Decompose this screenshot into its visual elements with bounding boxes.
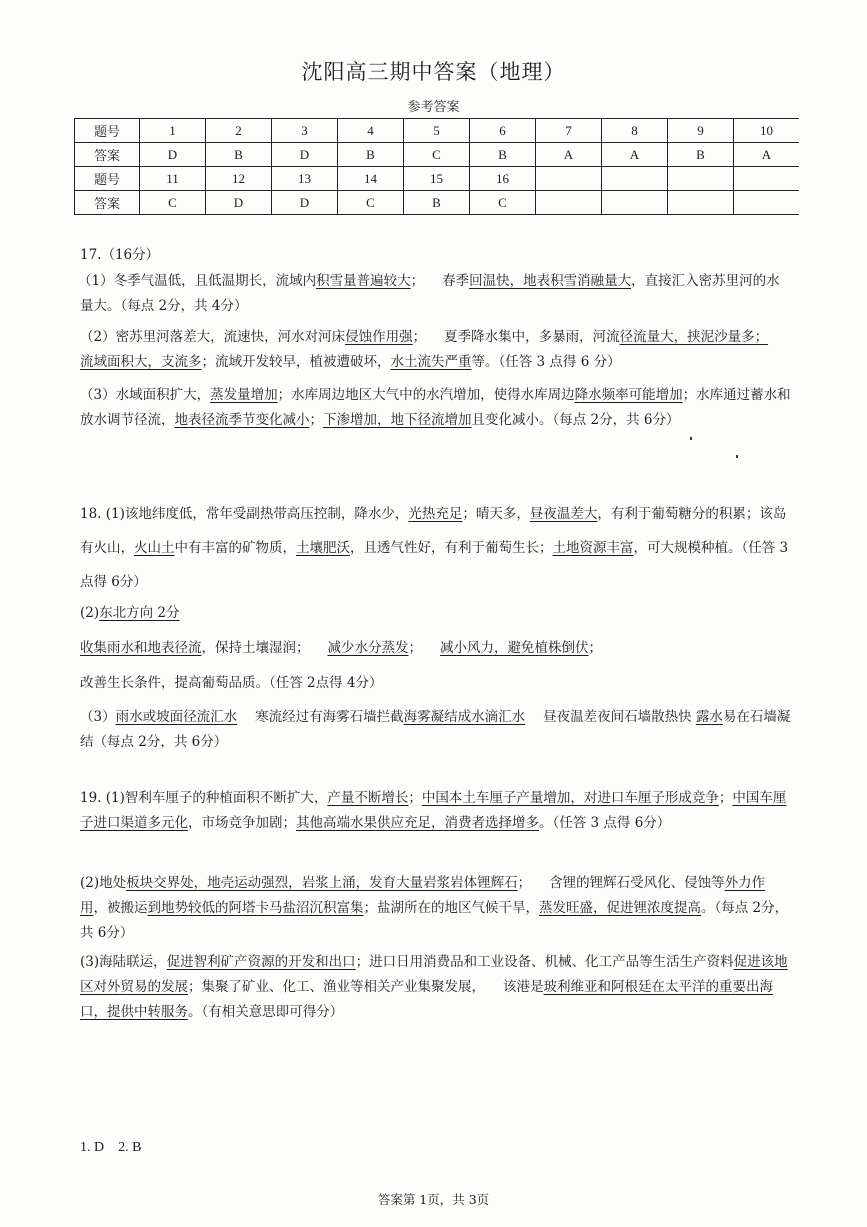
- table-cell: 4: [338, 119, 404, 143]
- table-cell: 3: [272, 119, 338, 143]
- table-cell: [734, 167, 800, 191]
- table-cell: B: [206, 143, 272, 167]
- answer-table: [74, 118, 799, 215]
- table-cell: A: [602, 143, 668, 167]
- table-cell: [536, 191, 602, 215]
- table-cell: 5: [404, 119, 470, 143]
- row-label: 答案: [75, 143, 140, 167]
- q19-part2: (2)地处板块交界处，地壳运动强烈，岩浆上涌，发育大量岩浆岩体锂辉石； 含锂的锂辉石受风化、侵蚀等外力作用，被搬运到地势较低的阿塔卡马盐沼沉积富集；盐湖所在的地区气候干旱，蒸发旺盛，促进锂浓度提高。（每点 2分，共 6分）: [80, 875, 789, 941]
- table-cell: 2: [206, 119, 272, 143]
- table-row: [75, 119, 800, 143]
- table-cell: 16: [470, 167, 536, 191]
- table-cell: D: [272, 191, 338, 215]
- bottom-answers: 1. D 2. B: [80, 1140, 142, 1155]
- table-cell: [668, 167, 734, 191]
- table-cell: B: [470, 143, 536, 167]
- q18-part3: （3）雨水或坡面径流汇水 寒流经过有海雾石墙拦截海雾凝结成水滴汇水 昼夜温差夜间石墙散热快 露水易在石墙凝结（每点 2分，共 6分）: [80, 709, 791, 750]
- q17-part3: （3）水域面积扩大，蒸发量增加；水库周边地区大气中的水汽增加，使得水库周边降水频率可能增加；水库通过蓄水和放水调节径流，地表径流季节变化减小；下渗增加，地下径流增加且变化减小。（每点 2分，共 6分）: [80, 387, 791, 428]
- row-label: 题号: [75, 119, 140, 143]
- page-title: 沈阳高三期中答案（地理）: [301, 60, 566, 84]
- q18-part2-reasons: 收集雨水和地表径流，保持土壤湿润； 减少水分蒸发； 减小风力，避免植株倒伏；: [80, 640, 602, 656]
- table-cell: [602, 167, 668, 191]
- table-cell: [668, 191, 734, 215]
- table-cell: C: [140, 191, 206, 215]
- table-cell: 10: [734, 119, 800, 143]
- table-cell: C: [338, 191, 404, 215]
- q17-heading: 17.（16分）: [80, 247, 160, 263]
- table-cell: A: [536, 143, 602, 167]
- page-subtitle: 参考答案: [407, 100, 460, 115]
- table-cell: D: [140, 143, 206, 167]
- q19-part3: (3)海陆联运，促进智利矿产资源的开发和出口；进口日用消费品和工业设备、机械、化工产品等生活生产资料促进该地区对外贸易的发展；集聚了矿业、化工、渔业等相关产业集聚发展， 该港是玻利维亚和阿根廷在太平洋的重要出海口，提供中转服务。（有相关意思即可得分）: [80, 954, 788, 1020]
- table-cell: 14: [338, 167, 404, 191]
- scan-mark: [736, 455, 738, 458]
- table-cell: C: [470, 191, 536, 215]
- table-cell: 12: [206, 167, 272, 191]
- table-row: [75, 143, 800, 167]
- table-cell: 13: [272, 167, 338, 191]
- table-cell: [734, 191, 800, 215]
- table-cell: B: [668, 143, 734, 167]
- table-cell: [536, 167, 602, 191]
- table-cell: 8: [602, 119, 668, 143]
- row-label: 答案: [75, 191, 140, 215]
- table-cell: 11: [140, 167, 206, 191]
- table-row: [75, 167, 800, 191]
- q18-part1: 18. (1)该地纬度低，常年受副热带高压控制，降水少，光热充足；晴天多，昼夜温差大，有利于葡萄糖分的积累；该岛有火山，火山土中有丰富的矿物质，土壤肥沃，且透气性好，有利于葡萄生长；土地资源丰富，可大规模种植。（任答 3点得 6分）: [80, 506, 789, 590]
- q18-part2: (2)东北方向 2分: [80, 605, 180, 621]
- q19-part1: 19. (1)智利车厘子的种植面积不断扩大，产量不断增长；中国本土车厘子产量增加，对进口车厘子形成竞争；中国车厘子进口渠道多元化，市场竞争加剧；其他高端水果供应充足，消费者选择增多。（任答 3 点得 6分）: [80, 790, 787, 831]
- q17-part2: （2）密苏里河落差大，流速快，河水对河床侵蚀作用强； 夏季降水集中，多暴雨，河流径流量大，挟泥沙量多；流域面积大，支流多；流域开发较早，植被遭破坏，水土流失严重等。（任答 3 点得 6 分）: [80, 329, 769, 370]
- table-cell: D: [206, 191, 272, 215]
- table-row: [75, 191, 800, 215]
- q18-part2-summary: 改善生长条件，提高葡萄品质。（任答 2点得 4分）: [80, 675, 383, 691]
- table-cell: 1: [140, 119, 206, 143]
- table-cell: 9: [668, 119, 734, 143]
- table-cell: 7: [536, 119, 602, 143]
- row-label: 题号: [75, 167, 140, 191]
- table-cell: B: [338, 143, 404, 167]
- page-footer: 答案第 1页，共 3页: [377, 1192, 490, 1207]
- q17-part1: （1）冬季气温低，且低温期长，流域内积雪量普遍较大； 春季回温快，地表积雪消融量大，直接汇入密苏里河的水量大。（每点 2分，共 4分）: [78, 273, 780, 314]
- table-cell: [602, 191, 668, 215]
- table-cell: A: [734, 143, 800, 167]
- table-cell: C: [404, 143, 470, 167]
- scan-mark: [690, 437, 692, 440]
- table-cell: D: [272, 143, 338, 167]
- table-cell: 15: [404, 167, 470, 191]
- table-cell: B: [404, 191, 470, 215]
- table-cell: 6: [470, 119, 536, 143]
